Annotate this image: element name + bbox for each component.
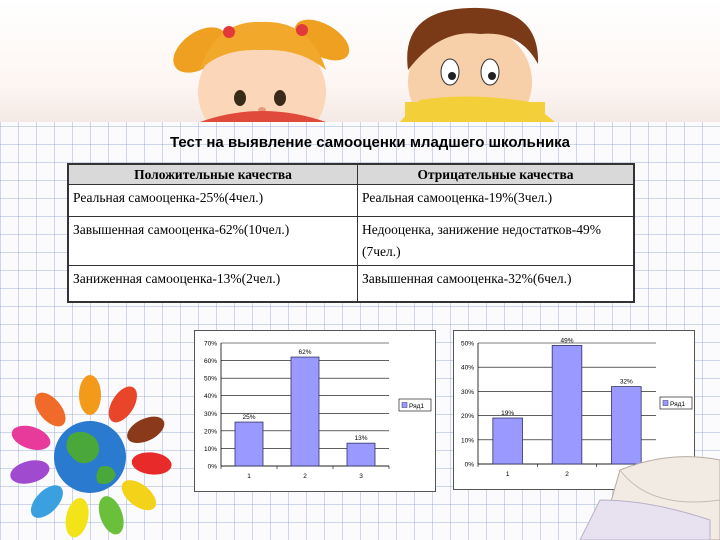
y-tick-label: 30% <box>203 410 217 418</box>
bar-chart-positive <box>195 331 435 491</box>
bar <box>291 357 319 466</box>
table-row <box>68 266 634 302</box>
data-label: 13% <box>354 435 368 443</box>
y-tick-label: 10% <box>203 445 217 453</box>
bar <box>347 443 375 466</box>
legend-label: Ряд1 <box>670 401 686 408</box>
table-row <box>68 185 634 217</box>
y-tick-label: 10% <box>460 437 474 445</box>
x-tick-label: 1 <box>505 471 510 478</box>
qualities-table <box>67 163 635 303</box>
y-tick-label: 70% <box>203 340 217 348</box>
notebook-corner-icon <box>560 440 720 540</box>
legend-label: Ряд1 <box>409 403 425 410</box>
header-positive: Положительные качества <box>68 164 358 185</box>
y-tick-label: 0% <box>464 461 474 469</box>
data-label: 19% <box>501 410 515 418</box>
y-tick-label: 40% <box>203 393 217 401</box>
table-cell: Заниженная самооценка-13%(2чел.) <box>68 266 358 302</box>
bar <box>493 418 523 464</box>
y-tick-label: 50% <box>203 375 217 383</box>
positive-qualities-chart <box>194 330 436 492</box>
cartoon-children-illustration <box>0 0 720 122</box>
banner-illustration <box>0 0 720 122</box>
x-tick-label: 1 <box>247 473 251 480</box>
y-tick-label: 0% <box>207 463 217 471</box>
data-label: 62% <box>298 349 312 357</box>
data-label: 49% <box>560 337 574 345</box>
data-label: 32% <box>619 378 633 386</box>
y-tick-label: 20% <box>203 428 217 436</box>
table-cell: Реальная самооценка-19%(3чел.) <box>358 185 635 217</box>
bar <box>235 422 263 466</box>
table-row <box>68 217 634 266</box>
data-label: 25% <box>242 414 256 422</box>
y-tick-label: 20% <box>460 413 474 421</box>
globe-hands-icon <box>0 365 190 540</box>
page-title: Тест на выявление самооценки младшего школьника <box>169 134 571 151</box>
legend-swatch <box>663 401 668 406</box>
header-negative: Отрицательные качества <box>358 164 635 185</box>
table-cell: Завышенная самооценка-32%(6чел.) <box>358 266 635 302</box>
y-tick-label: 30% <box>460 388 474 396</box>
y-tick-label: 50% <box>460 340 474 348</box>
y-tick-label: 60% <box>203 358 217 366</box>
table-header-row <box>68 164 634 185</box>
x-tick-label: 3 <box>359 473 363 480</box>
table-cell: Недооценка, занижение недостатков-49%(7чел.) <box>358 217 635 266</box>
x-tick-label: 2 <box>565 471 569 478</box>
table-cell: Реальная самооценка-25%(4чел.) <box>68 185 358 217</box>
y-tick-label: 40% <box>460 364 474 372</box>
x-tick-label: 2 <box>303 473 307 480</box>
table-cell: Завышенная самооценка-62%(10чел.) <box>68 217 358 266</box>
legend-swatch <box>402 403 407 408</box>
